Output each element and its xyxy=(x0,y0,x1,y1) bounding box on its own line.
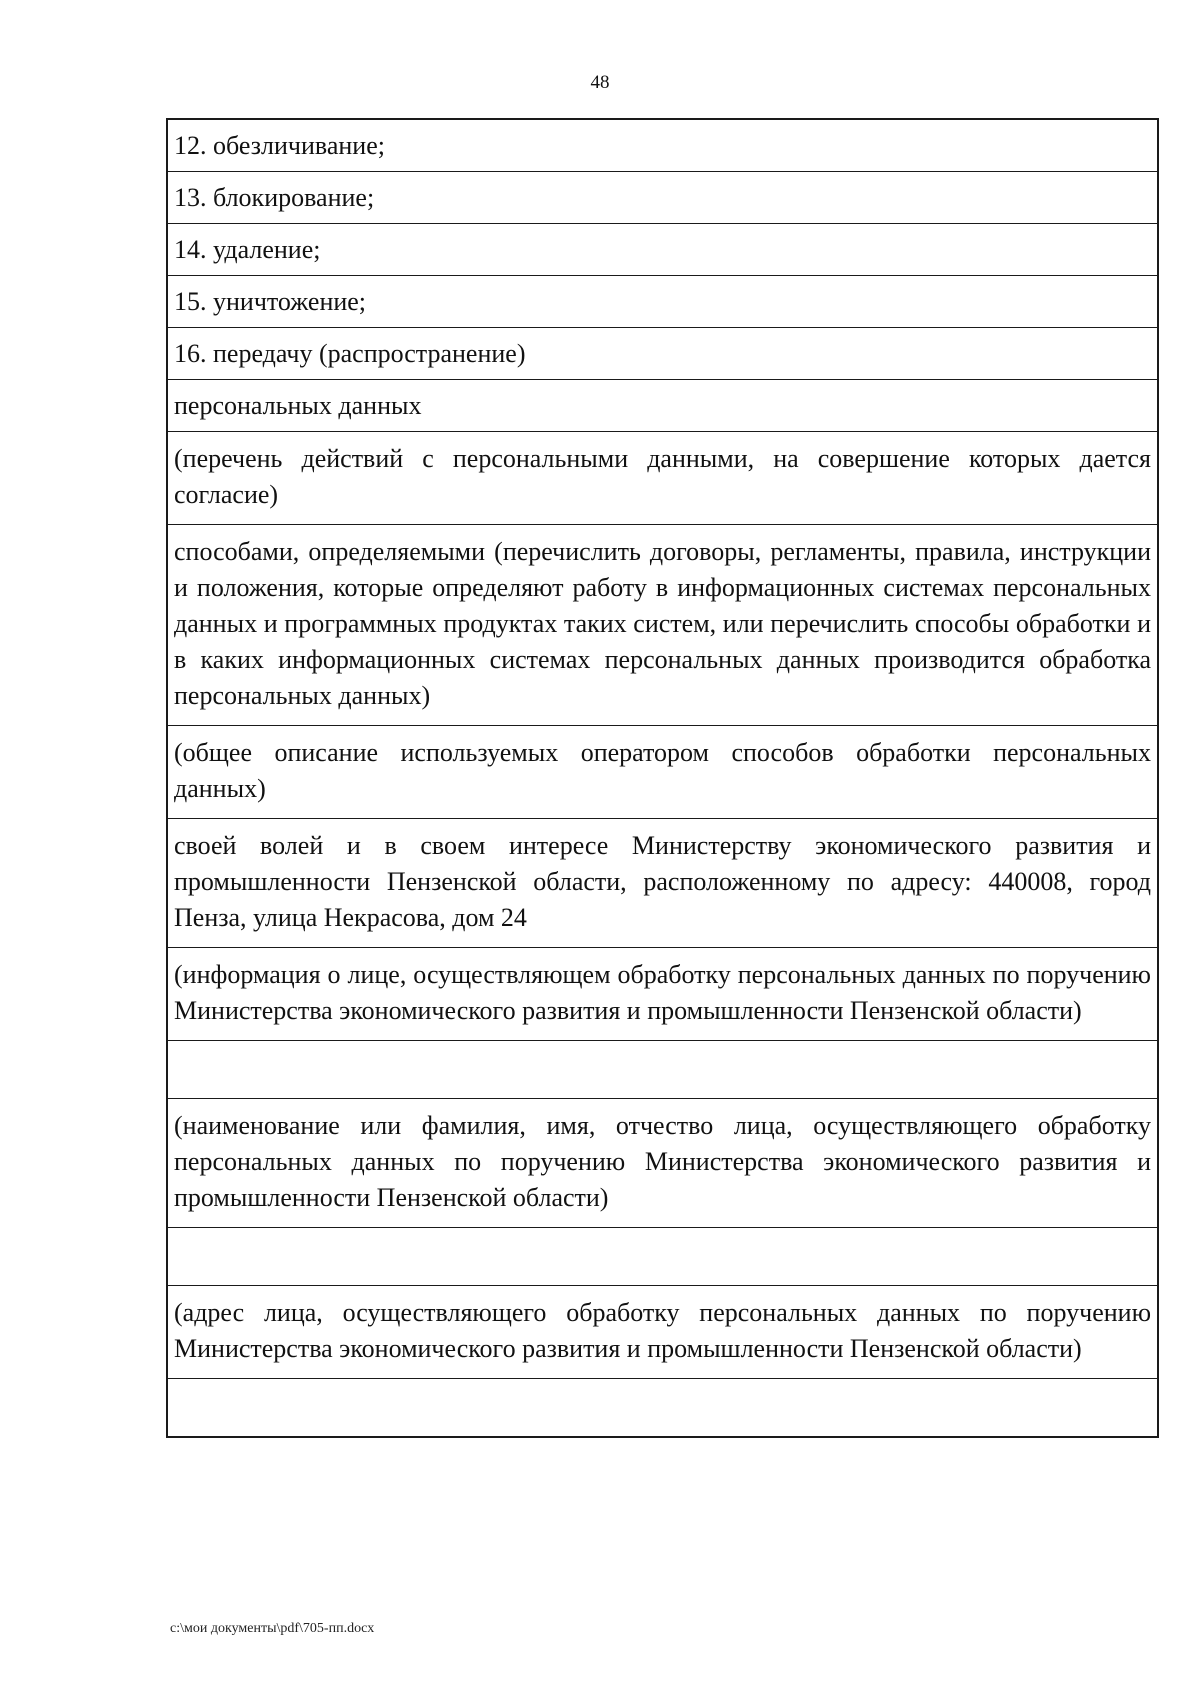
table-row xyxy=(167,525,1158,726)
table-cell: 16. передачу (распространение) xyxy=(167,328,1158,380)
table-cell: (общее описание используемых оператором способов обработки персональных данных) xyxy=(167,726,1158,819)
table-row xyxy=(167,948,1158,1041)
blank-cell xyxy=(167,1041,1158,1099)
table-row xyxy=(167,224,1158,276)
table-cell: 15. уничтожение; xyxy=(167,276,1158,328)
table-cell: персональных данных xyxy=(167,380,1158,432)
blank-cell xyxy=(167,1228,1158,1286)
table-row xyxy=(167,1286,1158,1379)
table-row xyxy=(167,328,1158,380)
table-row xyxy=(167,726,1158,819)
table-row xyxy=(167,119,1158,172)
table-cell: (информация о лице, осуществляющем обработку персональных данных по поручению Министерства экономического развития и промышленности Пензенской области) xyxy=(167,948,1158,1041)
table-row xyxy=(167,819,1158,948)
blank-cell xyxy=(167,1379,1158,1437)
table-cell: (наименование или фамилия, имя, отчество лица, осуществляющего обработку персональных данных по поручению Министерства экономического развития и промышленности Пензенской области) xyxy=(167,1099,1158,1228)
table-cell: (перечень действий с персональными данными, на совершение которых дается согласие) xyxy=(167,432,1158,525)
page-number: 48 xyxy=(590,72,610,93)
table-cell: способами, определяемыми (перечислить договоры, регламенты, правила, инструкции и положения, которые определяют работу в информационных системах персональных данных и программных продуктах таких систем, или перечислить способы обработки и в каких информационных системах персональных данных производится обработка персональных данных) xyxy=(167,525,1158,726)
table-row xyxy=(167,276,1158,328)
table-cell: своей волей и в своем интересе Министерству экономического развития и промышленности Пензенской области, расположенному по адресу: 440008, город Пенза, улица Некрасова, дом 24 xyxy=(167,819,1158,948)
table-row xyxy=(167,1099,1158,1228)
table-cell: 13. блокирование; xyxy=(167,172,1158,224)
file-path-footer: c:\мои документы\pdf\705-пп.docx xyxy=(170,1621,375,1636)
table-cell: 12. обезличивание; xyxy=(167,119,1158,172)
table-row xyxy=(167,1228,1158,1286)
table-row xyxy=(167,380,1158,432)
table-row xyxy=(167,1379,1158,1437)
table-cell: 14. удаление; xyxy=(167,224,1158,276)
table-row xyxy=(167,172,1158,224)
table-cell: (адрес лица, осуществляющего обработку персональных данных по поручению Министерства экономического развития и промышленности Пензенской области) xyxy=(167,1286,1158,1379)
table-row xyxy=(167,432,1158,525)
consent-table xyxy=(166,118,1159,1438)
table-row xyxy=(167,1041,1158,1099)
